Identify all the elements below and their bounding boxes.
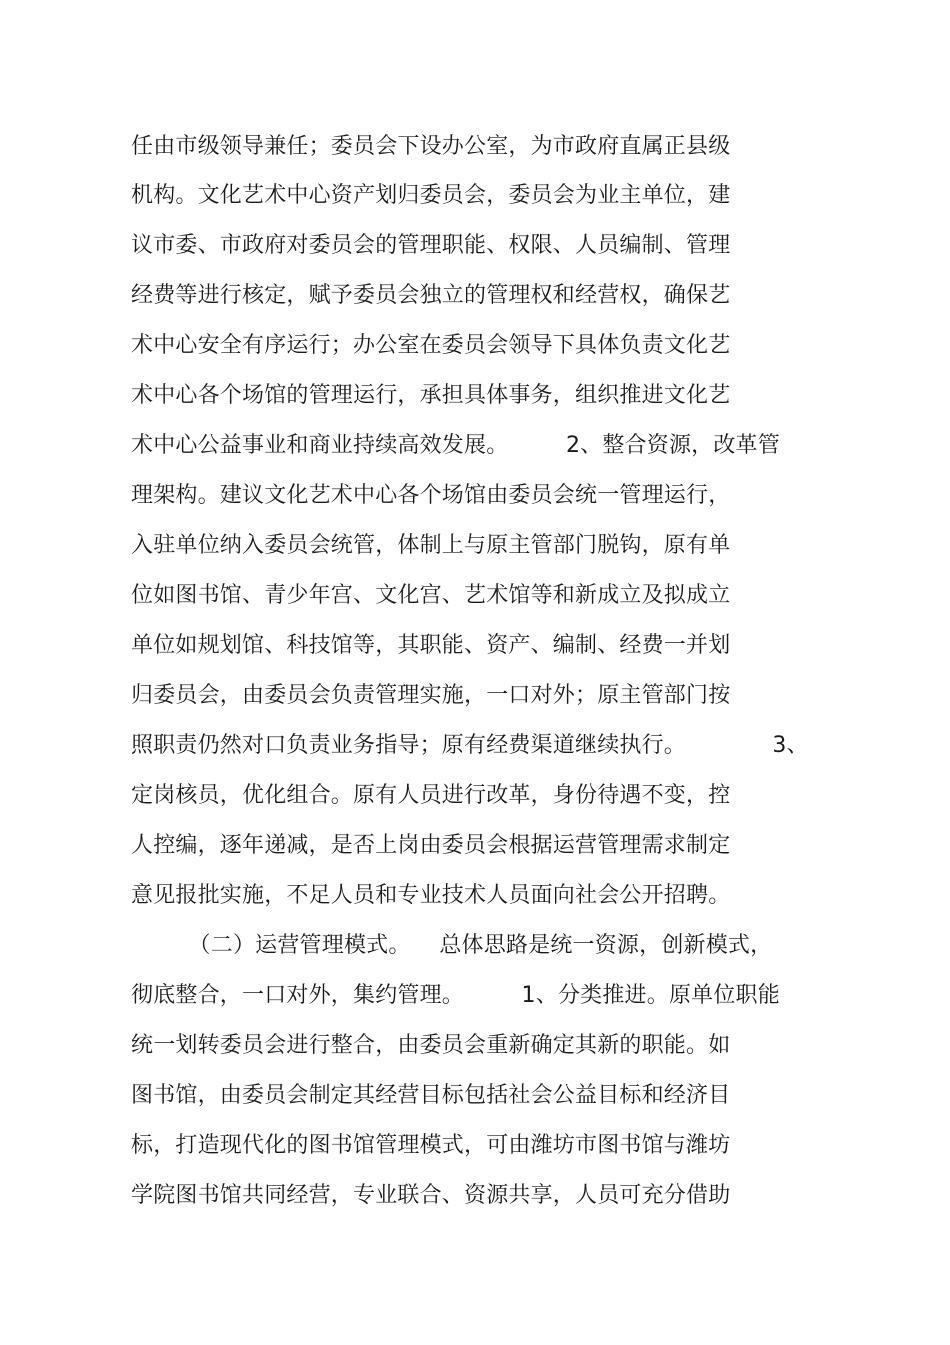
text-line: 图书馆，由委员会制定其经营目标包括社会公益目标和经济目 xyxy=(131,1083,731,1108)
text-line: 术中心公益事业和商业持续高效发展。 2、整合资源，改革管 xyxy=(131,433,780,458)
text-line: 人控编，逐年递减，是否上岗由委员会根据运营管理需求制定 xyxy=(131,833,731,858)
text-line: 单位如规划馆、科技馆等，其职能、资产、编制、经费一并划 xyxy=(131,633,731,658)
text-line: 理架构。建议文化艺术中心各个场馆由委员会统一管理运行， xyxy=(131,483,731,508)
text-line: 定岗核员，优化组合。原有人员进行改革，身份待遇不变，控 xyxy=(131,783,731,808)
text-line: 机构。文化艺术中心资产划归委员会，委员会为业主单位，建 xyxy=(131,183,731,208)
text-line: 统一划转委员会进行整合，由委员会重新确定其新的职能。如 xyxy=(131,1033,731,1058)
text-line: 任由市级领导兼任；委员会下设办公室，为市政府直属正县级 xyxy=(131,134,731,159)
text-line: 意见报批实施，不足人员和专业技术人员面向社会公开招聘。 xyxy=(131,883,731,908)
text-line: 入驻单位纳入委员会统管，体制上与原主管部门脱钩，原有单 xyxy=(131,533,731,558)
text-line: 照职责仍然对口负责业务指导；原有经费渠道继续执行。 3、 xyxy=(131,733,809,758)
text-line: 位如图书馆、青少年宫、文化宫、艺术馆等和新成立及拟成立 xyxy=(131,583,731,608)
text-line: 经费等进行核定，赋予委员会独立的管理权和经营权，确保艺 xyxy=(131,283,731,308)
text-line: 归委员会，由委员会负责管理实施，一口对外；原主管部门按 xyxy=(131,683,731,708)
text-line: 议市委、市政府对委员会的管理职能、权限、人员编制、管理 xyxy=(131,233,731,258)
text-line: （二）运营管理模式。 总体思路是统一资源，创新模式， xyxy=(131,933,773,958)
text-line: 标，打造现代化的图书馆管理模式，可由潍坊市图书馆与潍坊 xyxy=(131,1133,731,1158)
text-line: 彻底整合，一口对外，集约管理。 1、分类推进。原单位职能 xyxy=(131,983,780,1008)
text-line: 术中心各个场馆的管理运行，承担具体事务，组织推进文化艺 xyxy=(131,383,731,408)
text-line: 术中心安全有序运行；办公室在委员会领导下具体负责文化艺 xyxy=(131,333,731,358)
text-line: 学院图书馆共同经营，专业联合、资源共享，人员可充分借助 xyxy=(131,1183,731,1208)
